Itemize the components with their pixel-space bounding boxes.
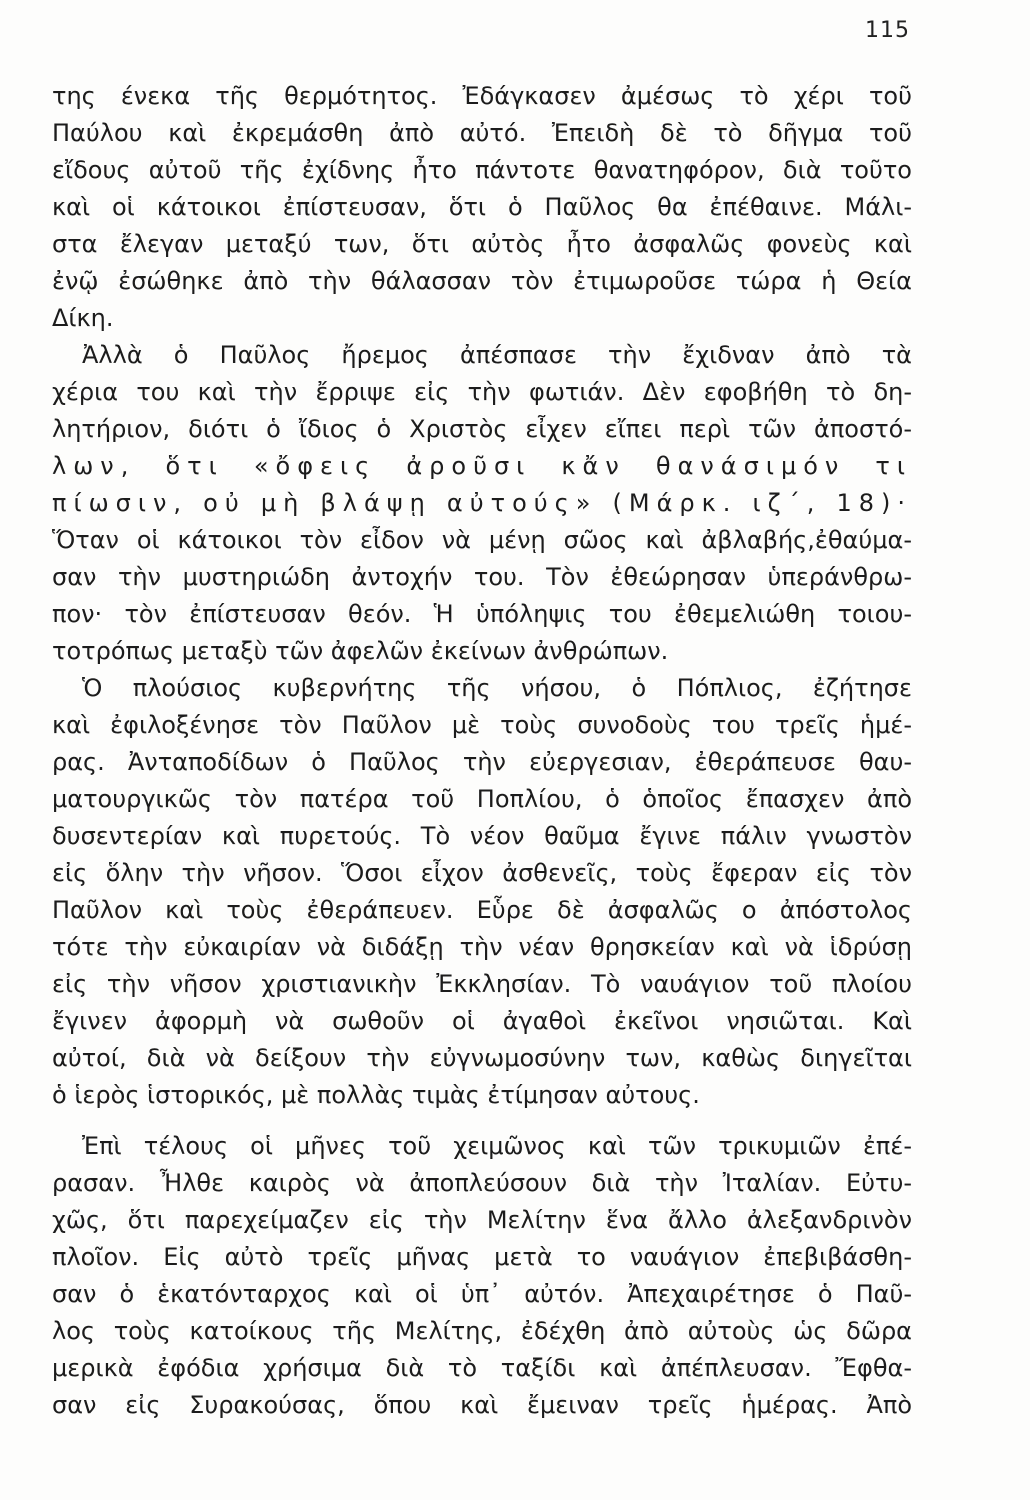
- text-line: δυσεντερίαν καὶ πυρετούς. Τὸ νέον θαῦμα ἔγινε πάλιν γνωστὸν: [52, 822, 912, 850]
- text-line: εἰς ὅλην τὴν νῆσον. Ὅσοι εἶχον ἀσθενεῖς, τοὺς ἔφεραν εἰς τὸν: [52, 859, 912, 887]
- paragraph-gap: [52, 1114, 912, 1128]
- text-line: εἴδους αὐτοῦ τῆς ἐχίδνης ἦτο πάντοτε θανατηφόρον, διὰ τοῦτο: [52, 156, 912, 184]
- text-line: αὐτοί, διὰ νὰ δείξουν τὴν εὐγνωμοσύνην των, καθὼς διηγεῖται: [52, 1044, 912, 1072]
- text-line: Ἀλλὰ ὁ Παῦλος ἤρεμος ἀπέσπασε τὴν ἔχιδναν ἀπὸ τὰ: [82, 341, 912, 369]
- text-line: καὶ οἱ κάτοικοι ἐπίστευσαν, ὅτι ὁ Παῦλος θα ἐπέθαινε. Μάλι-: [52, 193, 912, 221]
- text-line: ματουργικῶς τὸν πατέρα τοῦ Ποπλίου, ὁ ὁποῖος ἔπασχεν ἀπὸ: [52, 785, 912, 813]
- text-line: ρασαν. Ἦλθε καιρὸς νὰ ἀποπλεύσουν διὰ τὴν Ἰταλίαν. Εὐτυ-: [52, 1169, 912, 1197]
- text-line: ἔγινεν ἀφορμὴ νὰ σωθοῦν οἱ ἀγαθοὶ ἐκεῖνοι νησιῶται. Καὶ: [52, 1007, 912, 1035]
- text-line: καὶ ἐφιλοξένησε τὸν Παῦλον μὲ τοὺς συνοδοὺς του τρεῖς ἡμέ-: [52, 711, 912, 739]
- text-line: εἰς τὴν νῆσον χριστιανικὴν Ἐκκλησίαν. Τὸ ναυάγιον τοῦ πλοίου: [52, 970, 912, 998]
- text-line: τότε τὴν εὐκαιρίαν νὰ διδάξῃ τὴν νέαν θρησκείαν καὶ νὰ ἱδρύσῃ: [52, 933, 912, 961]
- text-line: της ένεκα τῆς θερμότητος. Ἐδάγκασεν ἀμέσως τὸ χέρι τοῦ: [52, 82, 912, 110]
- text-line: ὁ ἱερὸς ἱστορικός, μὲ πολλὰς τιμὰς ἐτίμησαν αὐτους.: [52, 1081, 700, 1109]
- text-line: στα ἔλεγαν μεταξύ των, ὅτι αὐτὸς ἦτο ἀσφαλῶς φονεὺς καὶ: [52, 230, 912, 258]
- text-line: Ὅταν οἱ κάτοικοι τὸν εἶδον νὰ μένῃ σῶος καὶ ἀβλαβής,ἐθαύμα-: [52, 526, 912, 554]
- text-line: Παύλου καὶ ἐκρεμάσθη ἀπὸ αὐτό. Ἐπειδὴ δὲ τὸ δῆγμα τοῦ: [52, 119, 912, 147]
- text-line: μερικὰ ἐφόδια χρήσιμα διὰ τὸ ταξίδι καὶ ἀπέπλευσαν. Ἔφθα-: [52, 1354, 912, 1382]
- text-line: σαν ὁ ἑκατόνταρχος καὶ οἱ ὑπ᾽ αὐτόν. Ἀπεχαιρέτησε ὁ Παῦ-: [52, 1280, 912, 1308]
- text-line: πίωσιν, οὐ μὴ βλάψῃ αὐτούς» (Μάρκ. ιζ΄, 18)·: [52, 489, 912, 517]
- text-line: σαν τὴν μυστηριώδη ἀντοχήν του. Τὸν ἐθεώρησαν ὑπεράνθρω-: [52, 563, 912, 591]
- text-line: χῶς, ὅτι παρεχείμαζεν εἰς τὴν Μελίτην ἕνα ἄλλο ἀλεξανδρινὸν: [52, 1206, 912, 1234]
- page-number: 115: [865, 18, 910, 43]
- text-line: σαν εἰς Συρακούσας, ὅπου καὶ ἔμειναν τρεῖς ἡμέρας. Ἀπὸ: [52, 1391, 912, 1419]
- text-line: λων, ὅτι «ὄφεις ἀροῦσι κἄν θανάσιμόν τι: [52, 452, 912, 480]
- text-line: χέρια του καὶ τὴν ἔρριψε εἰς τὴν φωτιάν. Δὲν εφοβήθη τὸ δη-: [52, 378, 912, 406]
- text-line: Ὁ πλούσιος κυβερνήτης τῆς νήσου, ὁ Πόπλιος, ἐζήτησε: [82, 674, 912, 702]
- text-line: ἐνῷ ἐσώθηκε ἀπὸ τὴν θάλασσαν τὸν ἐτιμωροῦσε τώρα ἡ Θεία: [52, 267, 912, 295]
- text-line: τοτρόπως μεταξὺ τῶν ἀφελῶν ἐκείνων ἀνθρώπων.: [52, 637, 669, 665]
- body-text: [52, 78, 912, 1424]
- text-line: Δίκη.: [52, 304, 114, 332]
- text-line: πον· τὸν ἐπίστευσαν θεόν. Ἡ ὑπόληψις του ἐθεμελιώθη τοιου-: [52, 600, 912, 628]
- text-line: Παῦλον καὶ τοὺς ἐθεράπευεν. Εὗρε δὲ ἀσφαλῶς ο ἀπόστολος: [52, 896, 912, 924]
- text-line: πλοῖον. Εἰς αὐτὸ τρεῖς μῆνας μετὰ το ναυάγιον ἐπεβιβάσθη-: [52, 1243, 912, 1271]
- text-line: Ἐπὶ τέλους οἱ μῆνες τοῦ χειμῶνος καὶ τῶν τρικυμιῶν ἐπέ-: [82, 1132, 912, 1160]
- text-line: λος τοὺς κατοίκους τῆς Μελίτης, ἐδέχθη ἀπὸ αὐτοὺς ὡς δῶρα: [52, 1317, 912, 1345]
- text-line: λητήριον, διότι ὁ ἴδιος ὁ Χριστὸς εἶχεν εἴπει περὶ τῶν ἀποστό-: [52, 415, 912, 443]
- text-line: ρας. Ἀνταποδίδων ὁ Παῦλος τὴν εὐεργεσιαν, ἐθεράπευσε θαυ-: [52, 748, 912, 776]
